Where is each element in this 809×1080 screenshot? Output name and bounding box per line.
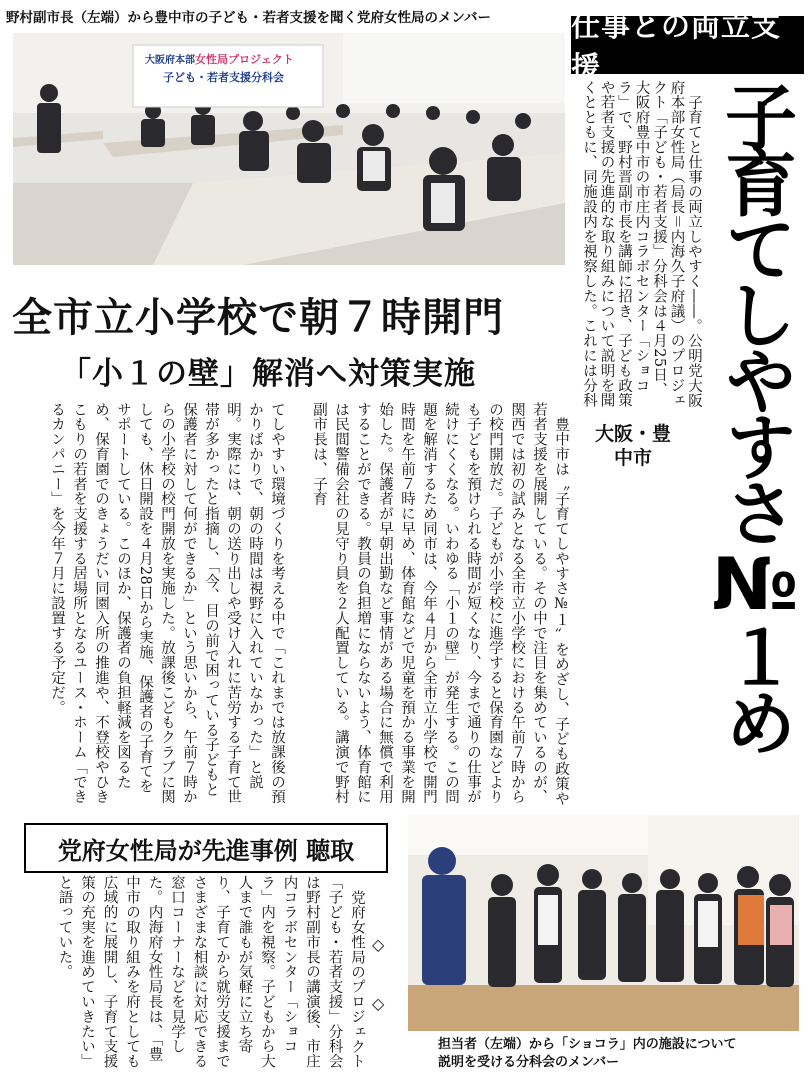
body-upper-block-1 — [290, 402, 572, 806]
lead-body-right — [578, 478, 702, 798]
headline-secondary: 「小１の壁」解消へ対策実施 — [60, 356, 476, 392]
body-lower-text: 党府女性局のプロジェクト「子ども・若者支援」分科会は野村副市長の講演後、市庄内コラボセンター「ショコラ」内を視察。子どもから大人まで誰もが気軽に立ち寄り、子育てから就労支援までさまざまな相談に対応できる窓口コーナーなどを見学した。内海府女性局長は、「豊中市の取り組みを府としても広域的に展開し、子育て支援策の充実を進めていきたい」と語っていた。 — [56, 875, 365, 1069]
diamond-icon: ◇ — [372, 935, 385, 954]
diamond-icon: ◇ — [372, 994, 385, 1013]
lead-paragraph — [580, 80, 702, 410]
facility-photo — [408, 815, 799, 1031]
body-lower-block — [8, 875, 368, 1075]
bottom-photo-caption — [438, 1036, 736, 1072]
bottom-caption-line-2: 説明を受ける分科会のメンバー — [438, 1055, 620, 1070]
location-tag: 大阪・豊中市 — [594, 423, 671, 469]
main-headline: 子育てしやすさ№１め — [713, 80, 797, 752]
banner-line-3: 子ども・若者支援分科会 — [163, 71, 284, 84]
banner-line-1: 大阪府本部 — [145, 55, 195, 66]
kicker-label: 仕事との両立支援 — [571, 16, 804, 74]
banner-line-2: 女性局プロジェクト — [195, 53, 294, 66]
body-upper-text-1: 豊中市は〝子育てしやすさ№１〟をめざし、子ども政策や若者支援を展開している。その中で注目を集めているのが、関西では初の試みとなる全市立小学校における午前７時からの校門開放だ。子どもが小学校に進学すると保育園などよりも子どもを預けられる時間が短くなり、今まで通りの仕事が続けにくくなる。いわゆる「小１の壁」が発生する。この問題を解消するため同市は、今年４月から全市立小学校で開門時間を午前７時に早め、体育館などで児童を預かる事業を開始した。保護者が早朝出勤など事情がある場合に無償で利用することができる。教員の負担増にならないよう、体育館には民間警備会社の見守り員を２人配置している。講演で野村副市長は、子育 — [311, 402, 569, 806]
lead-text: 子育てと仕事の両立しやすく――。公明党大阪府本部女性局（局長＝内海久子府議）のプロジェクト「子ども・若者支援」分科会は４月25日、大阪府豊中市の市庄内コラボセンター「ショコラ」で、野村晋副市長を講師に招き、子ども政策や若者支援の先進的な取り組みについて説明を聞くとともに、同施設内を視察した。これには分科 — [581, 80, 702, 408]
meeting-photo — [13, 33, 565, 265]
bottom-caption-line-1: 担当者（左端）から「ショコラ」内の施設について — [438, 1037, 737, 1052]
top-photo-caption: 野村副市長（左端）から豊中市の子ども・若者支援を聞く党府女性局のメンバー — [6, 10, 492, 26]
headline-primary: 全市立小学校で朝７時開門 — [12, 294, 504, 341]
section-heading: 党府女性局が先進事例 聴取 — [24, 823, 388, 873]
body-upper-block-2 — [8, 402, 288, 806]
body-upper-text-2: てしやすい環境づくりを考える中で「これまでは放課後の預かりばかりで、朝の時間は視野に入れていなかった」と説明。実際には、朝の送り出しや受け入れに苦労する子育て世帯が多かったと指摘し、「今、目の前で困っている子どもと保護者に対して何ができるか」という思いから、午前７時からの小学校の校門開放を実施した。放課後こどもクラブに関しても、休日開設を４月28日から実施、保護者の子育てをサポートしている。このほか、保護者の負担軽減を図るため、保育園でのきょうだい同園入所の推進や、不登校やひきこもりの若者を支援する居場所となるユース・ホーム「できるカンパニー」を今年７月に設置する予定だ。 — [49, 402, 285, 805]
